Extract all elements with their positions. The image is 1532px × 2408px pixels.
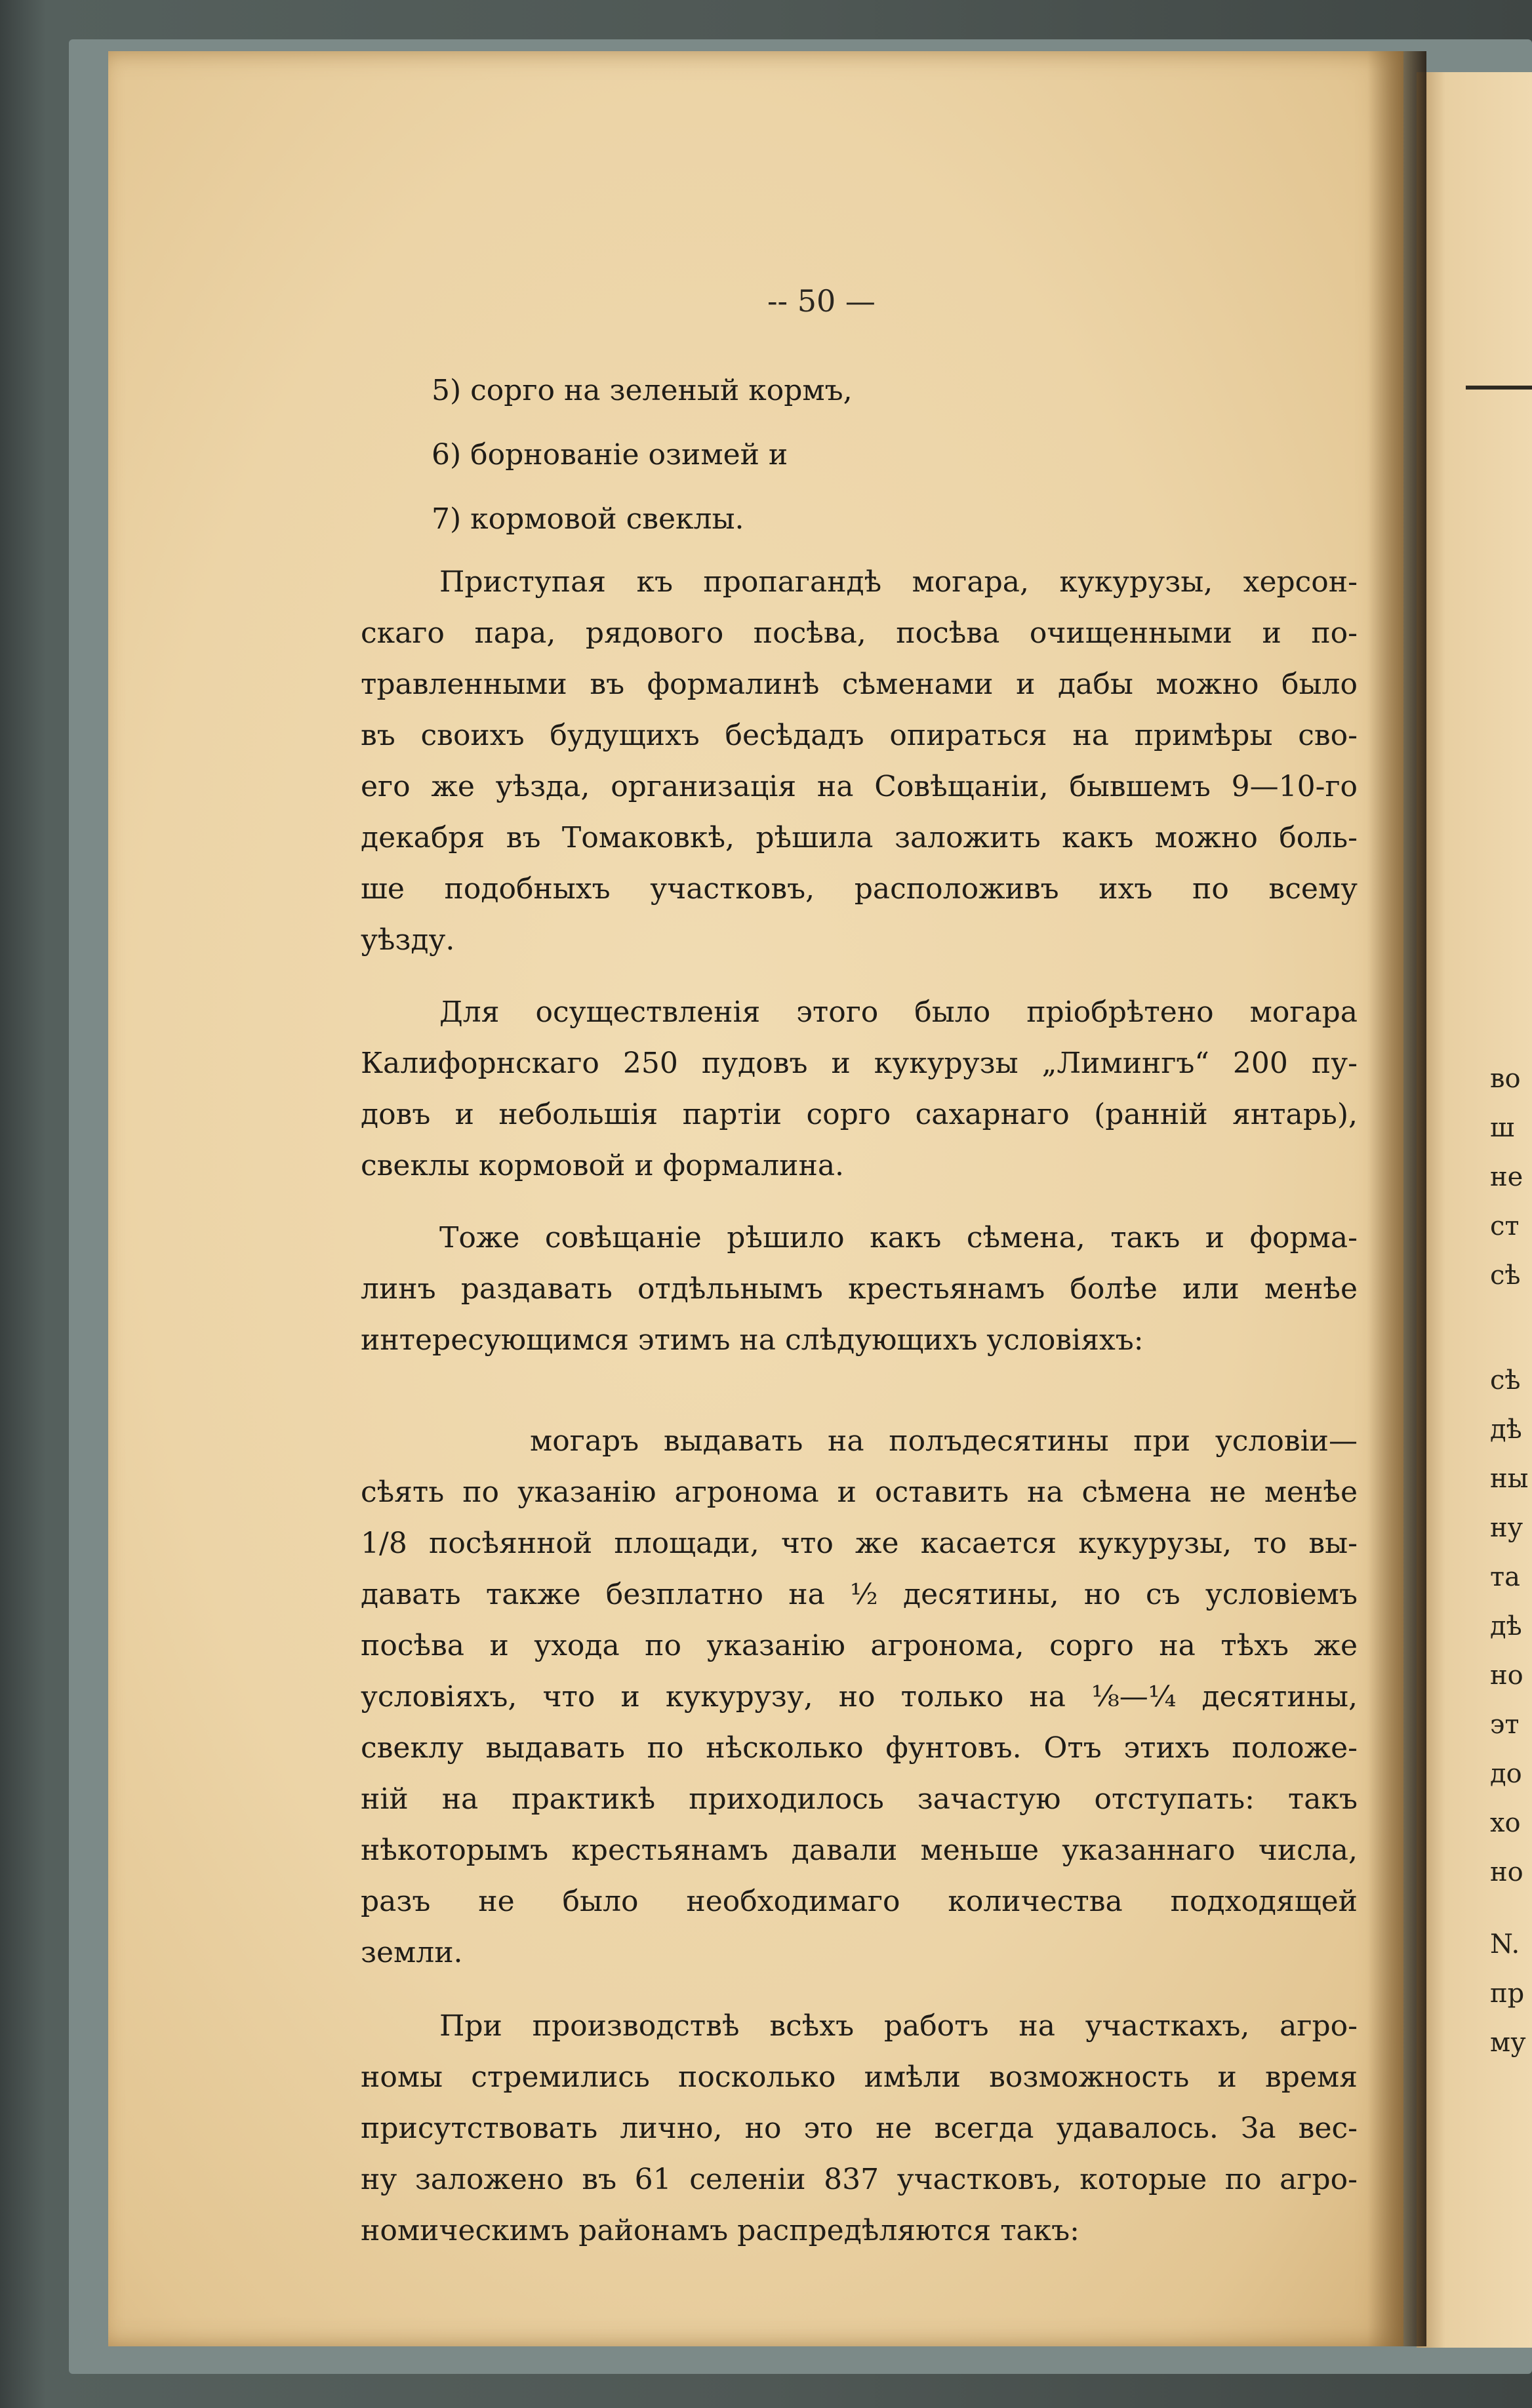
paragraph-line: земли.: [361, 1936, 463, 1969]
facing-page-line: дѣ: [1490, 1611, 1522, 1641]
paragraph-line: травленными въ формалинѣ сѣменами и дабы можно было: [361, 668, 1358, 701]
facing-page-rule: [1466, 386, 1532, 390]
page-gutter: [1367, 51, 1426, 2346]
paragraph-line: интересующимся этимъ на слѣдующихъ условіяхъ:: [361, 1323, 1144, 1357]
facing-page-line: ны: [1490, 1464, 1529, 1494]
paragraph-line: линъ раздавать отдѣльнымъ крестьянамъ болѣе или менѣе: [361, 1272, 1358, 1306]
paragraph-line: ше подобныхъ участковъ, расположивъ ихъ по всему: [361, 872, 1358, 906]
paragraph-line: номы стремились посколько имѣли возможность и время: [361, 2060, 1358, 2094]
facing-page-line: до: [1490, 1759, 1522, 1789]
facing-page-line: хо: [1490, 1808, 1521, 1838]
facing-page-line: сѣ: [1490, 1365, 1521, 1395]
facing-page-line: но: [1490, 1857, 1523, 1887]
paragraph-line: его же уѣзда, организація на Совѣщаніи, бывшемъ 9—10-го: [361, 770, 1358, 803]
paragraph-line: посѣва и ухода по указанію агронома, сорго на тѣхъ же: [361, 1629, 1358, 1662]
paragraph-line: сѣять по указанію агронома и оставить на сѣмена не менѣе: [361, 1475, 1358, 1509]
list-item: 6) борнованіе озимей и: [432, 438, 788, 472]
list-item: 7) кормовой свеклы.: [432, 502, 744, 536]
facing-page-line: ну: [1490, 1513, 1523, 1543]
paragraph-line: ній на практикѣ приходилось зачастую отступать: такъ: [361, 1782, 1358, 1816]
page-number: -- 50 —: [767, 283, 876, 319]
paragraph-line: скаго пара, рядового посѣва, посѣва очищенными и по-: [361, 616, 1358, 650]
paragraph-line: 1/8 посѣянной площади, что же касается кукурузы, то вы-: [361, 1527, 1358, 1560]
paragraph-line: уѣзду.: [361, 923, 455, 957]
paragraph-line: При производствѣ всѣхъ работъ на участкахъ, агро-: [439, 2009, 1358, 2043]
paragraph-line: ну заложено въ 61 селеніи 837 участковъ, которые по агро-: [361, 2163, 1358, 2196]
paragraph-line: нѣкоторымъ крестьянамъ давали меньше указаннаго числа,: [361, 1834, 1358, 1867]
paragraph-line: присутствовать лично, но это не всегда удавалось. За вес-: [361, 2112, 1358, 2145]
list-item: 5) сорго на зеленый кормъ,: [432, 374, 853, 407]
facing-page-line: та: [1490, 1562, 1520, 1592]
paragraph-line: Для осуществленія этого было пріобрѣтено могара: [439, 995, 1358, 1029]
paragraph-line: въ своихъ будущихъ бесѣдадъ опираться на примѣры сво-: [361, 719, 1358, 752]
paragraph-line: свеклы кормовой и формалина.: [361, 1149, 845, 1182]
facing-page-line: во: [1490, 1064, 1521, 1094]
facing-page-line: пр: [1490, 1978, 1525, 2009]
paragraph-line: довъ и небольшія партіи сорго сахарнаго (ранній янтарь),: [361, 1098, 1358, 1131]
paragraph-line: свеклу выдавать по нѣсколько фунтовъ. Отъ этихъ положе-: [361, 1731, 1358, 1765]
facing-page-line: сѣ: [1490, 1260, 1521, 1291]
paragraph-line: номическимъ районамъ распредѣляются такъ:: [361, 2214, 1079, 2247]
facing-page-line: N.: [1490, 1929, 1520, 1959]
paragraph-line: условіяхъ, что и кукурузу, но только на ⅛—¼ десятины,: [361, 1680, 1358, 1714]
paragraph-line: Калифорнскаго 250 пудовъ и кукурузы „Лимингъ“ 200 пу-: [361, 1047, 1358, 1080]
paragraph-line: разъ не было необходимаго количества подходящей: [361, 1885, 1358, 1918]
paragraph-line: Тоже совѣщаніе рѣшило какъ сѣмена, такъ и форма-: [439, 1221, 1358, 1254]
paragraph-line: давать также безплатно на ½ десятины, но съ условіемъ: [361, 1578, 1358, 1611]
paragraph-line: могаръ выдавать на полъдесятины при условіи—: [530, 1424, 1358, 1458]
facing-page-line: не: [1490, 1162, 1523, 1192]
facing-page-line: эт: [1490, 1710, 1520, 1740]
paragraph-line: Приступая къ пропагандѣ могара, кукурузы, херсон-: [439, 565, 1358, 599]
facing-page-line: дѣ: [1490, 1415, 1522, 1445]
facing-page-line: но: [1490, 1660, 1523, 1691]
facing-page-line: ст: [1490, 1211, 1520, 1241]
facing-page-line: ш: [1490, 1113, 1515, 1143]
facing-page-line: му: [1490, 2028, 1526, 2058]
paragraph-line: декабря въ Томаковкѣ, рѣшила заложить какъ можно боль-: [361, 821, 1358, 854]
